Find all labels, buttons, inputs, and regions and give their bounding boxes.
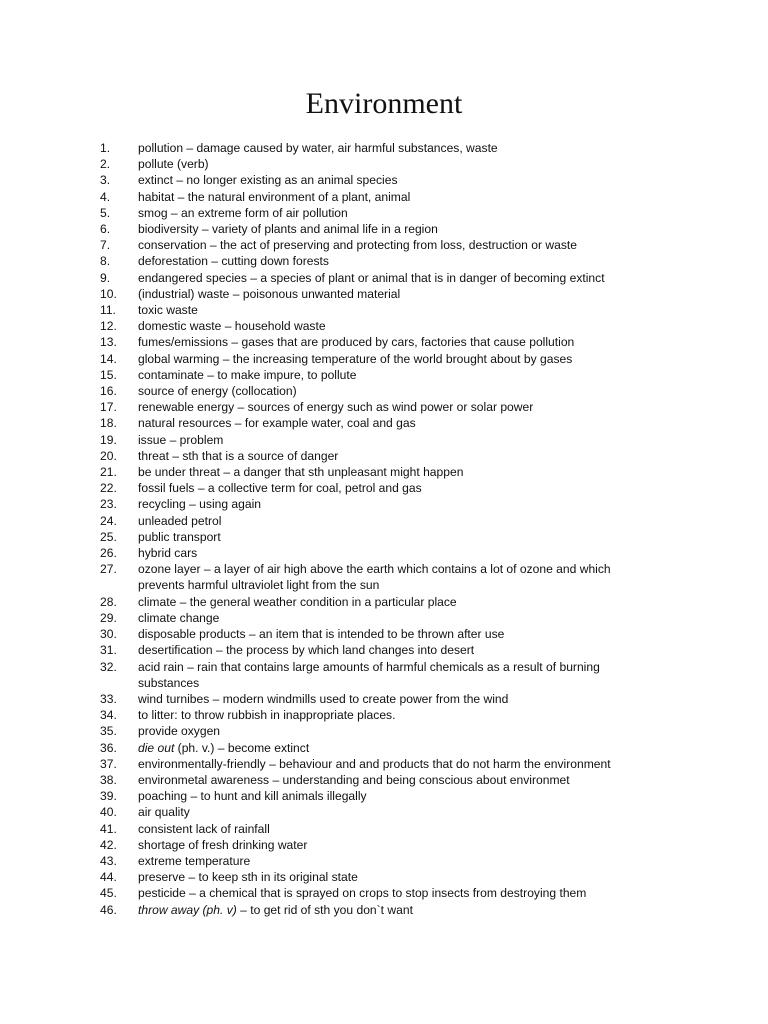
item-number: 23. [100,497,117,512]
list-item [0,286,768,302]
list-item [0,237,768,253]
item-number: 17. [100,400,117,415]
list-item [0,545,768,561]
list-item [0,189,768,205]
item-text: source of energy (collocation) [138,384,297,399]
item-text: issue – problem [138,432,224,447]
list-item [0,432,768,448]
list-item [0,513,768,529]
item-number: 8. [100,254,111,269]
list-item [0,772,768,788]
list-item [0,351,768,367]
list-item [0,691,768,707]
item-text: environmentally-friendly – behaviour and and products that do not harm the environment [138,756,611,771]
item-text: climate – the general weather condition in a particular place [138,594,457,609]
item-text: fumes/emissions – gases that are produced by cars, factories that cause pollution [138,335,575,350]
item-number: 11. [100,303,116,318]
item-number: 37. [100,756,117,771]
item-text: (industrial) waste – poisonous unwanted material [138,286,401,301]
item-text: endangered species – a species of plant or animal that is in danger of becoming extinct [138,270,605,285]
item-number: 24. [100,513,117,528]
item-number: 1. [100,141,111,155]
list-item [0,561,768,593]
item-text: desertification – the process by which land changes into desert [138,643,475,658]
list-item [0,902,768,918]
list-item [0,821,768,837]
list-item [0,464,768,480]
list-item [0,318,768,334]
item-number: 25. [100,529,117,544]
item-text: air quality [138,805,190,820]
item-number: 33. [100,691,117,706]
list-item [0,253,768,269]
item-number: 31. [100,643,117,658]
item-text: be under threat – a danger that sth unpleasant might happen [138,465,464,480]
item-text: conservation – the act of preserving and protecting from loss, destruction or waste [138,238,577,253]
list-item [0,529,768,545]
item-text: acid rain – rain that contains large amounts of harmful chemicals as a result of burning [138,659,600,674]
item-text-continued: prevents harmful ultraviolet light from the sun [138,578,380,593]
item-number: 22. [100,481,117,496]
item-text: biodiversity – variety of plants and animal life in a region [138,222,438,237]
list-item [0,659,768,691]
list-item [0,610,768,626]
item-number: 6. [100,222,111,237]
item-number: 45. [100,886,117,901]
item-number: 19. [100,432,117,447]
vocabulary-list [0,140,768,918]
item-text: extinct – no longer existing as an animal species [138,173,398,188]
item-text: disposable products – an item that is intended to be thrown after use [138,627,505,642]
item-number: 43. [100,853,117,868]
item-number: 10. [100,286,117,301]
item-number: 3. [100,173,111,188]
item-text: climate change [138,610,220,625]
item-number: 2. [100,157,111,172]
item-term-italic: throw away (ph. v) [138,902,237,917]
item-text: (ph. v.) – become extinct [174,740,310,755]
item-number: 5. [100,205,111,220]
item-text: pollute (verb) [138,157,209,172]
list-item [0,156,768,172]
item-text: shortage of fresh drinking water [138,837,308,852]
page-title: Environment [305,87,463,120]
list-item [0,626,768,642]
list-item [0,172,768,188]
list-item [0,723,768,739]
item-text: domestic waste – household waste [138,319,326,334]
item-number: 30. [100,627,117,642]
list-item [0,804,768,820]
list-item [0,837,768,853]
list-item [0,853,768,869]
item-text: unleaded petrol [138,513,222,528]
list-item [0,885,768,901]
list-item [0,756,768,772]
list-item [0,642,768,658]
item-number: 27. [100,562,117,577]
item-text: public transport [138,529,221,544]
item-text: consistent lack of rainfall [138,821,270,836]
list-item [0,205,768,221]
item-number: 14. [100,351,117,366]
item-number: 41. [100,821,117,836]
list-item [0,221,768,237]
item-text: to litter: to throw rubbish in inappropriate places. [138,708,396,723]
item-number: 46. [100,902,117,917]
item-number: 36. [100,740,117,755]
item-text: renewable energy – sources of energy such as wind power or solar power [138,400,534,415]
list-item [0,334,768,350]
item-number: 29. [100,610,117,625]
item-number: 18. [100,416,117,431]
list-item [0,399,768,415]
item-number: 4. [100,189,111,204]
list-item [0,707,768,723]
item-number: 39. [100,789,117,804]
item-number: 21. [100,465,117,480]
item-text: ozone layer – a layer of air high above the earth which contains a lot of ozone and which [138,562,611,577]
item-number: 15. [100,367,117,382]
item-text: natural resources – for example water, coal and gas [138,416,416,431]
item-number: 9. [100,270,111,285]
item-number: 38. [100,772,117,787]
item-text: extreme temperature [138,853,251,868]
item-number: 42. [100,837,117,852]
list-item [0,383,768,399]
item-text: poaching – to hunt and kill animals illegally [138,789,367,804]
item-number: 13. [100,335,117,350]
item-text: pollution – damage caused by water, air harmful substances, waste [138,141,498,155]
item-number: 28. [100,594,117,609]
list-item [0,480,768,496]
list-item [0,270,768,286]
item-text: fossil fuels – a collective term for coal, petrol and gas [138,481,422,496]
item-text: pesticide – a chemical that is sprayed on crops to stop insects from destroying them [138,886,587,901]
item-text: deforestation – cutting down forests [138,254,329,269]
item-number: 34. [100,708,117,723]
item-text: hybrid cars [138,546,198,561]
list-item [0,448,768,464]
list-item [0,496,768,512]
item-number: 16. [100,384,117,399]
item-number: 40. [100,805,117,820]
item-text: smog – an extreme form of air pollution [138,205,348,220]
item-number: 32. [100,659,117,674]
item-text-continued: substances [138,675,200,690]
list-item [0,740,768,756]
item-text: preserve – to keep sth in its original state [138,870,358,885]
list-item [0,302,768,318]
item-text: threat – sth that is a source of danger [138,448,339,463]
item-number: 12. [100,319,117,334]
list-item [0,869,768,885]
item-text: habitat – the natural environment of a plant, animal [138,189,411,204]
item-text: – to get rid of sth you don`t want [236,902,413,917]
item-text: toxic waste [138,303,198,318]
item-text: contaminate – to make impure, to pollute [138,367,357,382]
item-text: environmetal awareness – understanding and being conscious about environmet [138,772,570,787]
item-number: 7. [100,238,111,253]
item-term-italic: die out [138,740,175,755]
item-number: 20. [100,448,117,463]
list-item [0,594,768,610]
item-text: wind turnibes – modern windmills used to create power from the wind [138,691,509,706]
list-item [0,140,768,156]
list-item [0,788,768,804]
item-text: global warming – the increasing temperature of the world brought about by gases [138,351,573,366]
list-item [0,415,768,431]
item-number: 44. [100,870,117,885]
item-text: recycling – using again [138,497,262,512]
item-text: provide oxygen [138,724,221,739]
list-item [0,367,768,383]
item-number: 35. [100,724,117,739]
item-number: 26. [100,546,117,561]
